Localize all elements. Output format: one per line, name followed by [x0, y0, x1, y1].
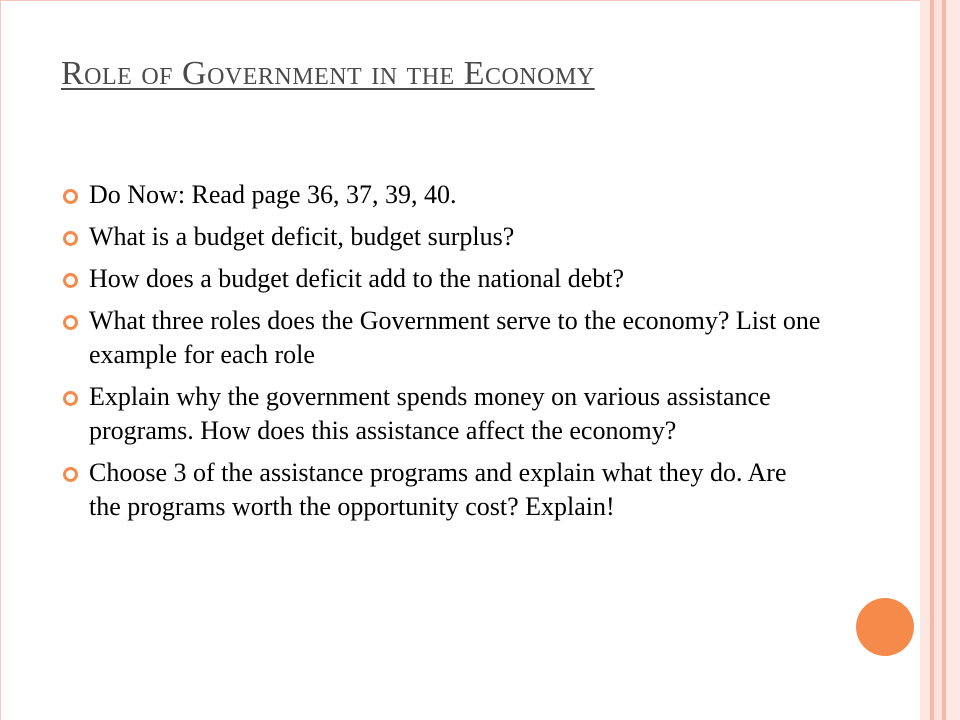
bullet-text: How does a budget deficit add to the national debt? — [89, 264, 625, 293]
decorative-circle — [856, 598, 914, 656]
decorative-band — [946, 0, 960, 720]
decorative-band — [934, 0, 942, 720]
circle-bullet-icon — [63, 315, 78, 330]
bullet-item — [62, 178, 822, 212]
bullet-text: Explain why the government spends money on various assistance programs. How does this assistance affect the economy? — [89, 382, 771, 445]
bullet-item — [62, 220, 822, 254]
circle-bullet-icon — [63, 467, 78, 482]
bullet-text: Choose 3 of the assistance programs and explain what they do. Are the programs worth the opportunity cost? Explain! — [89, 458, 787, 521]
circle-bullet-icon — [63, 231, 78, 246]
bullet-item — [62, 380, 822, 448]
circle-bullet-icon — [63, 189, 78, 204]
bullet-item — [62, 304, 822, 372]
bullet-list — [62, 178, 822, 532]
bullet-text: Do Now: Read page 36, 37, 39, 40. — [89, 180, 457, 209]
circle-bullet-icon — [63, 273, 78, 288]
bullet-text: What is a budget deficit, budget surplus? — [89, 222, 515, 251]
bullet-text: What three roles does the Government serve to the economy? List one example for each role — [89, 306, 821, 369]
bullet-item — [62, 456, 822, 524]
circle-bullet-icon — [63, 391, 78, 406]
slide-title: Role of Government in the Economy — [61, 55, 595, 92]
decorative-band — [920, 0, 930, 720]
bullet-item — [62, 262, 822, 296]
